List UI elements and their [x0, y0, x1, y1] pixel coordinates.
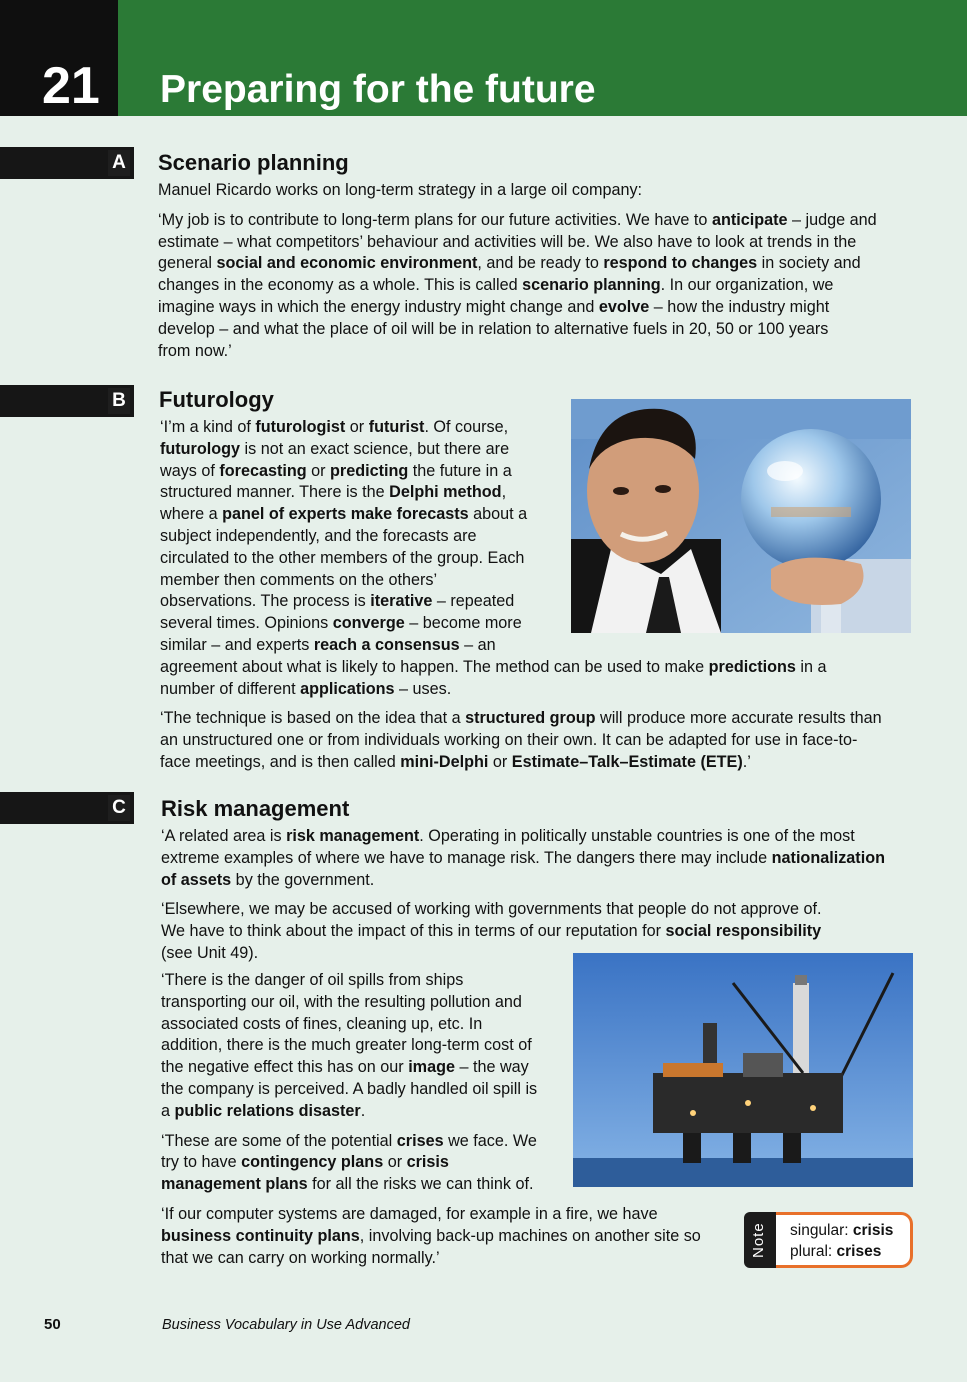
text-line: face meetings, and is then called mini-Delphi or Estimate–Talk–Estimate (ETE).’ — [160, 752, 751, 771]
book-title-footer: Business Vocabulary in Use Advanced — [162, 1317, 410, 1333]
text-line: the negative effect this has on our image – the way — [161, 1058, 529, 1077]
text-line: develop – and what the place of oil will be in relation to alternative fuels in 20, 50 or 100 years — [158, 319, 829, 338]
text-line: subject independently, and the forecasts are — [160, 526, 477, 545]
note-content — [776, 1212, 913, 1268]
unit-number: 21 — [42, 57, 100, 115]
text-line: imagine ways in which the energy industry might change and evolve – how the industry might — [158, 297, 830, 316]
note-plural: plural: crises — [790, 1243, 882, 1260]
text-line: structured manner. There is the Delphi method, — [160, 483, 507, 502]
text-line: changes in the economy as a whole. This is called scenario planning. In our organization, we — [158, 276, 834, 295]
note-singular: singular: crisis — [790, 1222, 894, 1239]
text-line: number of different applications – uses. — [160, 679, 452, 698]
text-line: business continuity plans, involving back-up machines on another site so — [161, 1226, 701, 1245]
text-line: ‘My job is to contribute to long-term plans for our future activities. We have to anticipate – judge and — [158, 210, 877, 229]
text-line: associated costs of fines, cleaning up, etc. In — [161, 1014, 483, 1033]
section-b-text-wrapped — [160, 417, 882, 774]
text-line: ‘There is the danger of oil spills from ships — [161, 971, 464, 989]
section-c-text-wrapped — [161, 970, 701, 1269]
text-line: ‘These are some of the potential crises we face. We — [161, 1131, 537, 1150]
section-a-title: Scenario planning — [158, 150, 349, 175]
text-line: addition, there is the much greater long-term cost of — [161, 1036, 532, 1055]
text-line: ‘I’m a kind of futurologist or futurist. Of course, — [160, 418, 509, 436]
section-a-letter: A — [108, 150, 130, 176]
section-a-intro: Manuel Ricardo works on long-term strategy in a large oil company: — [158, 181, 643, 199]
text-line: estimate – what competitors’ behaviour and activities will be. We also have to look at trends in the — [158, 232, 857, 251]
text-line: general social and economic environment, and be ready to respond to changes in society and — [158, 254, 861, 273]
text-line: that we can carry on working normally.’ — [161, 1248, 440, 1267]
section-c-title: Risk management — [161, 796, 350, 821]
note-box — [744, 1212, 916, 1268]
text-line: the company is perceived. A badly handled oil spill is — [161, 1079, 538, 1098]
text-line: management plans for all the risks we can think of. — [161, 1175, 534, 1194]
text-line: circulated to the other members of the group. Each — [160, 548, 525, 567]
text-line: a public relations disaster. — [161, 1101, 366, 1120]
text-line: try to have contingency plans or crisis — [161, 1153, 449, 1172]
text-line: transporting our oil, with the resulting pollution and — [161, 992, 522, 1011]
section-c-letter: C — [108, 795, 130, 821]
section-a-tab — [0, 147, 134, 179]
section-b-letter: B — [108, 388, 130, 414]
text-line: We have to think about the impact of this in terms of our reputation for social responsibility — [161, 922, 822, 941]
text-line: of assets by the government. — [161, 870, 375, 889]
text-line: (see Unit 49). — [161, 943, 259, 962]
text-line: several times. Opinions converge – become more — [160, 614, 522, 633]
page-number: 50 — [44, 1316, 61, 1333]
section-c-tab — [0, 792, 134, 824]
text-line: observations. The process is iterative – repeated — [160, 592, 515, 611]
text-line: extreme examples of where we have to manage risk. The dangers there may include nationalization — [161, 848, 885, 867]
text-line: ‘A related area is risk management. Operating in politically unstable countries is one of the most — [161, 827, 855, 845]
text-line: an unstructured one or from individuals working on their own. It can be adapted for use in face-to- — [160, 731, 858, 750]
text-line: futurology is not an exact science, but there are — [160, 439, 510, 458]
section-a-text — [158, 180, 877, 362]
text-line: similar – and experts reach a consensus – an — [160, 635, 496, 654]
text-line: agreement about what is likely to happen. The method can be used to make predictions in a — [160, 657, 827, 676]
text-line: where a panel of experts make forecasts about a — [160, 505, 528, 524]
section-b-tab — [0, 385, 134, 417]
unit-title: Preparing for the future — [160, 68, 596, 111]
note-label: Note — [750, 1222, 767, 1258]
text-line: ‘Elsewhere, we may be accused of working with governments that people do not approve of. — [161, 900, 822, 919]
section-b-title: Futurology — [159, 387, 274, 412]
text-line: member then comments on the others’ — [160, 570, 438, 589]
text-line: ‘The technique is based on the idea that a structured group will produce more accurate results than — [160, 709, 882, 728]
text-line: ‘If our computer systems are damaged, for example in a fire, we have — [161, 1204, 658, 1223]
note-tab — [744, 1212, 776, 1268]
section-c-text-top — [161, 826, 885, 965]
text-line: from now.’ — [158, 341, 232, 360]
text-line: ways of forecasting or predicting the future in a — [160, 461, 512, 480]
